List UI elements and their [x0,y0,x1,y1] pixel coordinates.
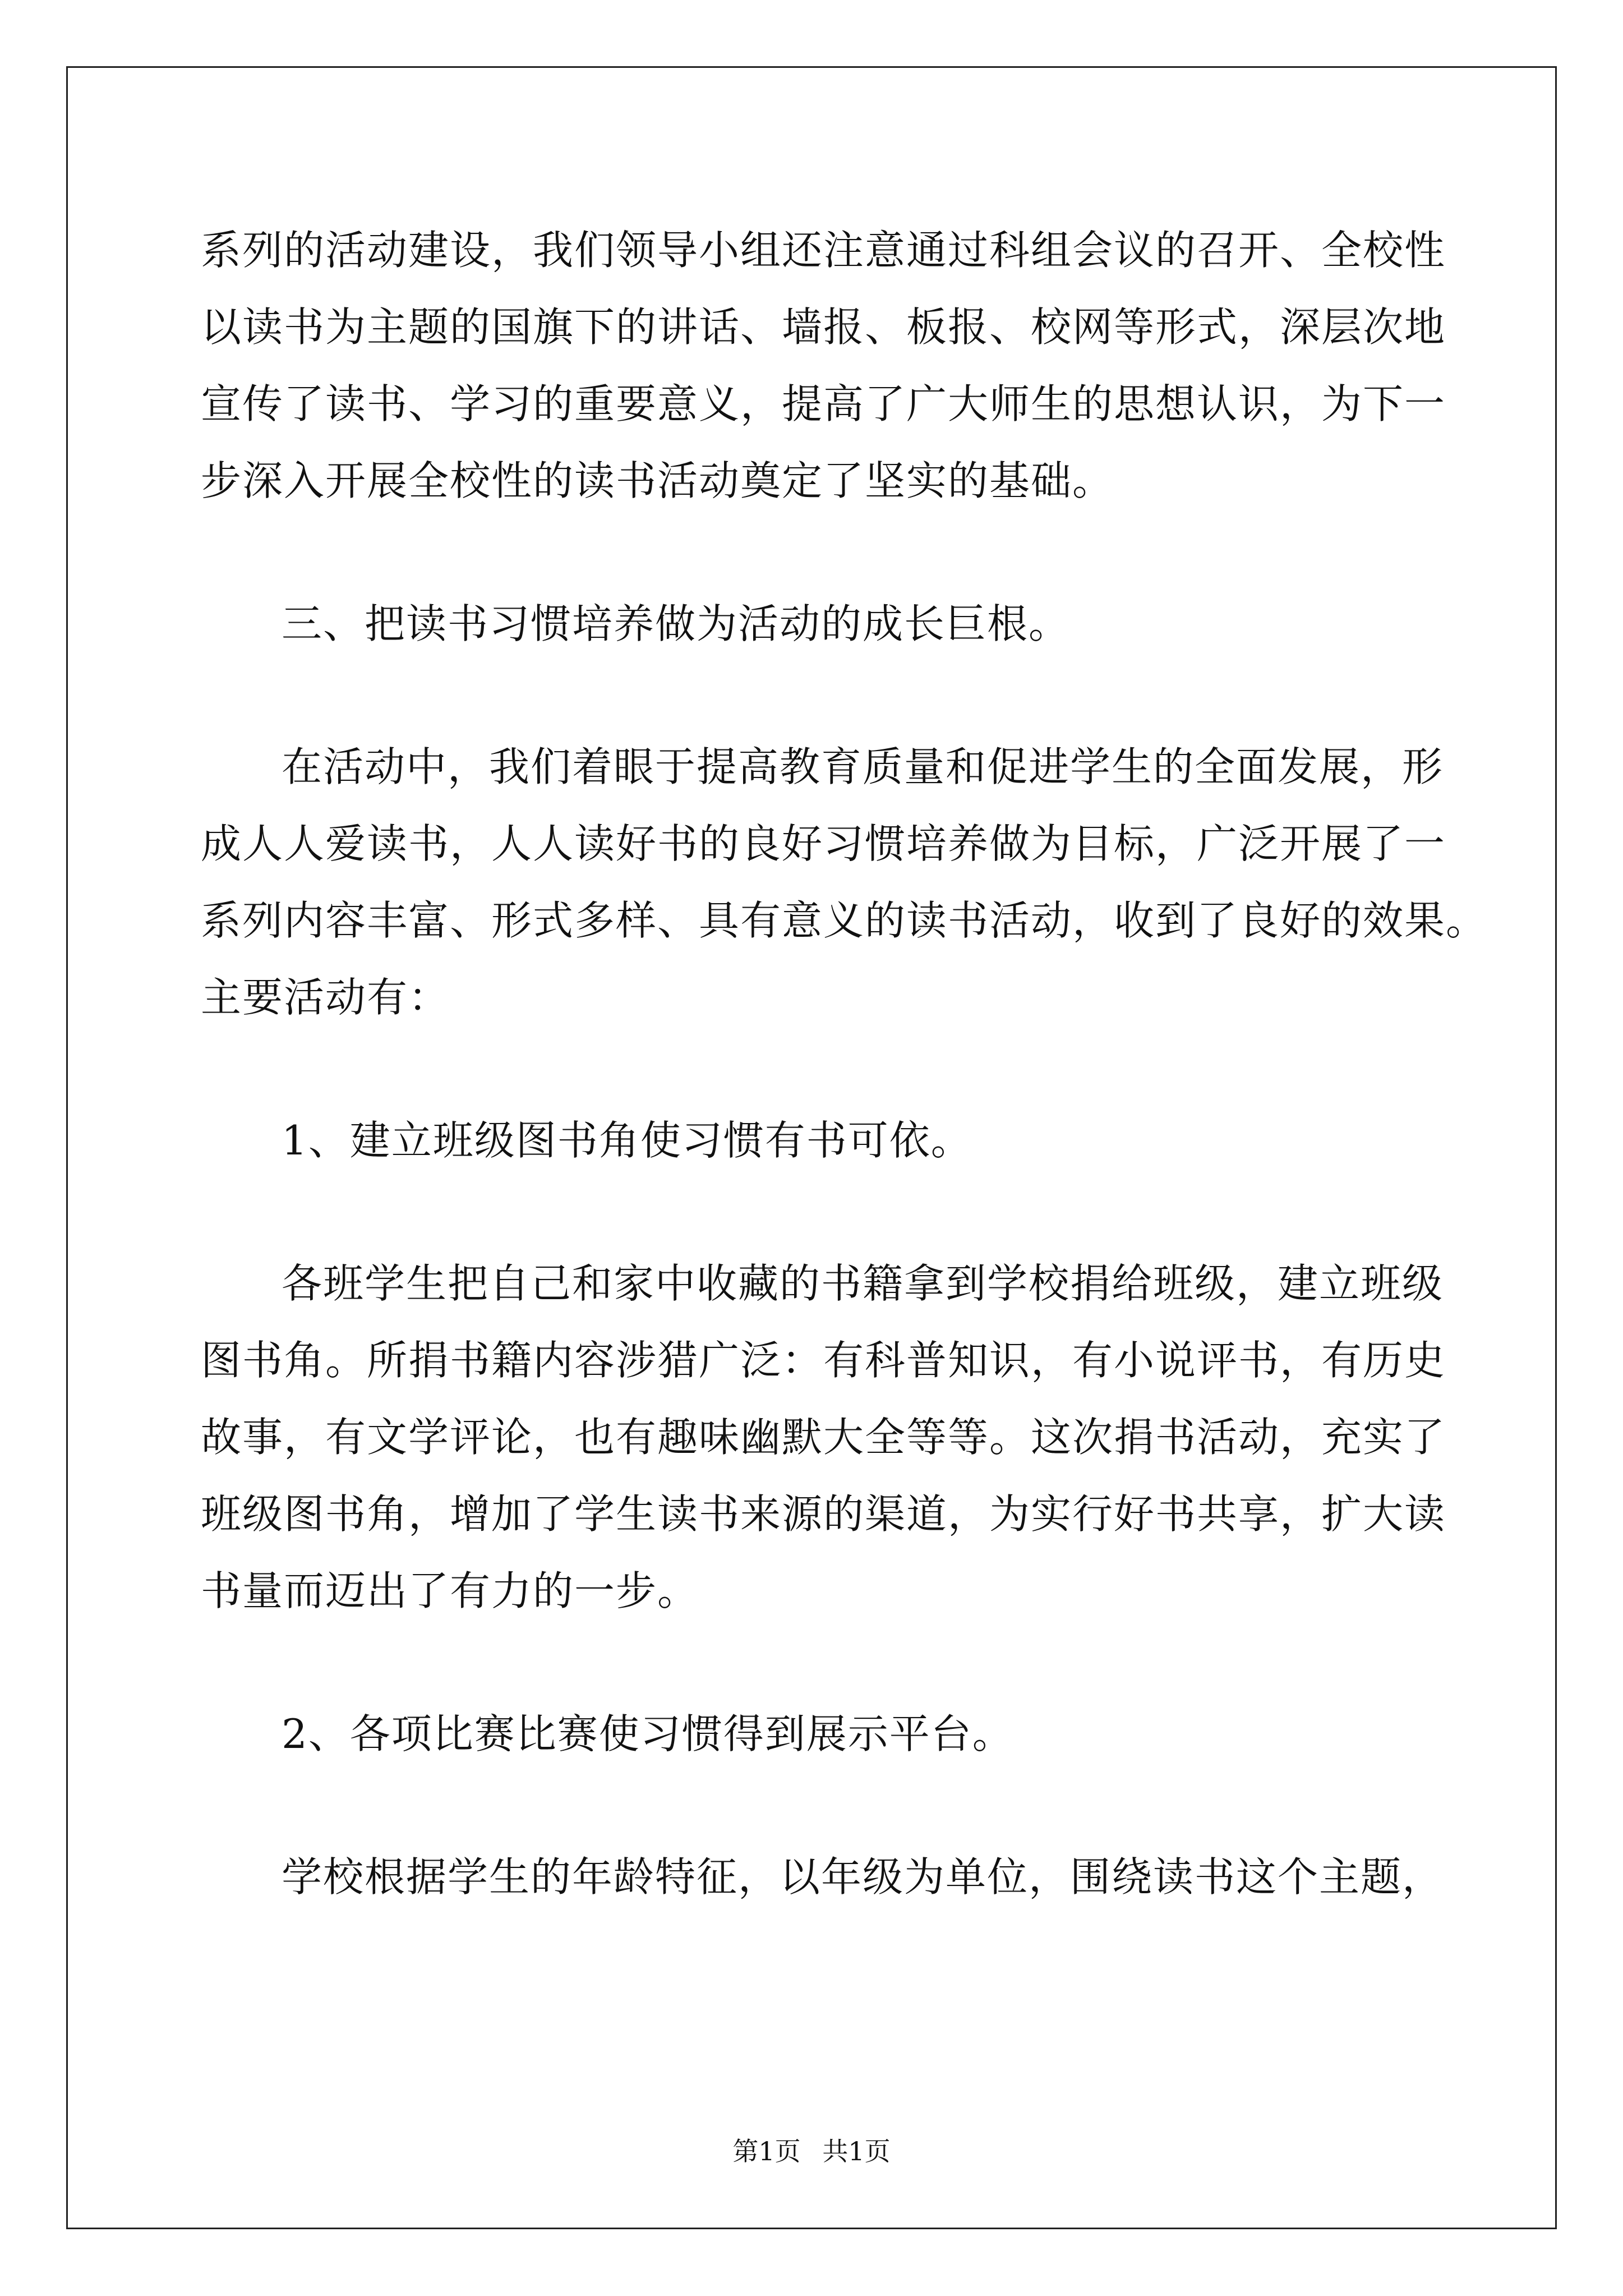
text-line: 步深入开展全校性的读书活动奠定了坚实的基础。 [201,457,1114,504]
paragraph-gap [201,1773,1446,1839]
text-line: 故事，有文学评论，也有趣味幽默大全等等。这次捐书活动，充实了 [201,1414,1446,1461]
paragraph [201,212,1446,519]
page-number: 第1页 [732,2136,801,2166]
paragraph [201,1245,1446,1630]
page-footer [0,2134,1623,2168]
document-body [201,212,1488,1916]
text-line: 宣传了读书、学习的重要意义，提高了广大师生的思想认识，为下一 [201,380,1446,427]
paragraph-gap [201,662,1446,729]
text-line: 系列的活动建设，我们领导小组还注意通过科组会议的召开、全校性 [201,227,1446,274]
paragraph-gap [201,1036,1446,1102]
text-line: 2、各项比赛比赛使习惯得到展示平台。 [282,1710,1014,1757]
text-line: 在活动中，我们着眼于提高教育质量和促进学生的全面发展，形 [282,743,1444,790]
text-line: 学校根据学生的年龄特征，以年级为单位，围绕读书这个主题， [282,1853,1444,1901]
paragraph [201,1696,1446,1773]
text-line: 系列内容丰富、形式多样、具有意义的读书活动，收到了良好的效果。 [201,897,1488,944]
paragraph [201,586,1446,662]
page-total: 共1页 [822,2136,891,2166]
text-line: 图书角。所捐书籍内容涉猎广泛：有科普知识，有小说评书，有历史 [201,1337,1446,1384]
text-line: 书量而迈出了有力的一步。 [201,1567,699,1614]
text-line: 三、把读书习惯培养做为活动的成长巨根。 [282,600,1071,647]
text-line: 成人人爱读书，人人读好书的良好习惯培养做为目标，广泛开展了一 [201,820,1446,867]
text-line: 1、建立班级图书角使习惯有书可依。 [282,1117,972,1164]
paragraph-gap [201,1179,1446,1245]
paragraph-gap [201,519,1446,586]
paragraph [201,1102,1446,1179]
text-line: 主要活动有： [201,974,450,1021]
text-line: 各班学生把自己和家中收藏的书籍拿到学校捐给班级，建立班级 [282,1260,1444,1307]
text-line: 以读书为主题的国旗下的讲话、墙报、板报、校网等形式，深层次地 [201,303,1446,351]
paragraph-gap [201,1630,1446,1696]
text-line: 班级图书角，增加了学生读书来源的渠道，为实行好书共享，扩大读 [201,1490,1446,1538]
paragraph [201,729,1488,1036]
paragraph [201,1839,1446,1916]
